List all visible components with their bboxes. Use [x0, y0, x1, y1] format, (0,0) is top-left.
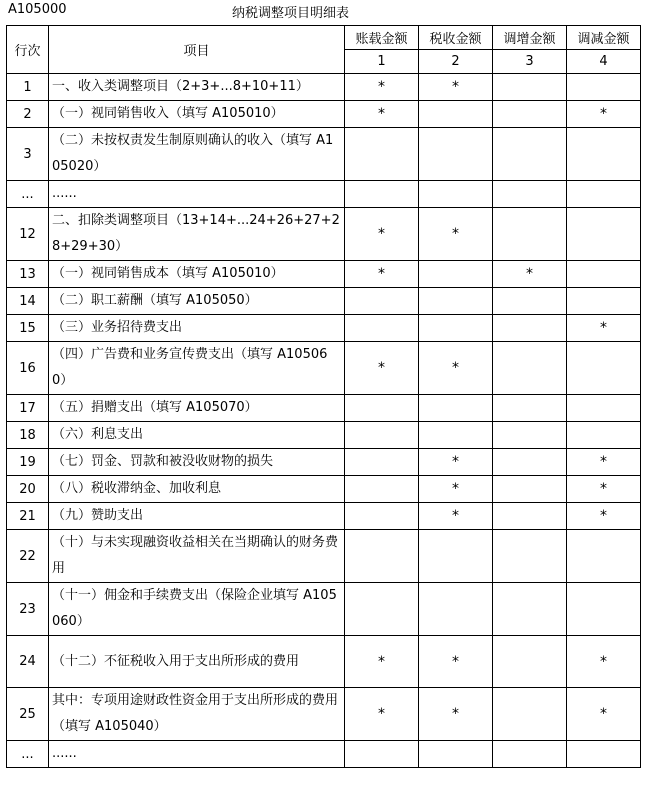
amount-cell-4: *	[567, 636, 641, 688]
row-number: 22	[7, 530, 49, 583]
row-number: 2	[7, 101, 49, 128]
amount-cell-2	[419, 315, 493, 342]
row-number: 3	[7, 128, 49, 181]
amount-cell-4: *	[567, 315, 641, 342]
amount-cell-2	[419, 101, 493, 128]
amount-cell-4	[567, 288, 641, 315]
form-title: 纳税调整项目明细表	[232, 6, 350, 21]
amount-cell-4	[567, 208, 641, 261]
amount-cell-4: *	[567, 503, 641, 530]
amount-cell-1: *	[345, 636, 419, 688]
form-header	[0, 0, 646, 22]
table-row	[7, 688, 641, 741]
amount-cell-2: *	[419, 208, 493, 261]
row-number: 12	[7, 208, 49, 261]
table-row	[7, 315, 641, 342]
row-item: ......	[49, 181, 345, 208]
amount-cell-3	[493, 395, 567, 422]
amount-cell-3	[493, 741, 567, 768]
row-number: 21	[7, 503, 49, 530]
amount-cell-3	[493, 688, 567, 741]
amount-cell-1: *	[345, 342, 419, 395]
amount-cell-4	[567, 422, 641, 449]
amount-cell-1	[345, 476, 419, 503]
amount-cell-2: *	[419, 688, 493, 741]
row-item: （四）广告费和业务宣传费支出（填写 A105060）	[49, 342, 345, 395]
amount-cell-1	[345, 395, 419, 422]
amount-cell-2: *	[419, 503, 493, 530]
table-row	[7, 342, 641, 395]
row-item: （十二）不征税收入用于支出所形成的费用	[49, 636, 345, 688]
amount-cell-3	[493, 342, 567, 395]
amount-cell-2	[419, 288, 493, 315]
amount-cell-3	[493, 530, 567, 583]
row-item: 一、收入类调整项目（2+3+...8+10+11）	[49, 74, 345, 101]
amount-cell-4: *	[567, 688, 641, 741]
header-item: 项目	[49, 26, 345, 74]
header-amount-label: 调减金额	[567, 26, 641, 50]
row-item: （二）职工薪酬（填写 A105050）	[49, 288, 345, 315]
tax-adjustment-table	[6, 25, 641, 768]
amount-cell-3	[493, 583, 567, 636]
amount-cell-1: *	[345, 74, 419, 101]
row-number: 19	[7, 449, 49, 476]
amount-cell-2	[419, 181, 493, 208]
table-row	[7, 476, 641, 503]
amount-cell-2: *	[419, 476, 493, 503]
row-number: 17	[7, 395, 49, 422]
table-row	[7, 74, 641, 101]
amount-cell-1: *	[345, 208, 419, 261]
row-item: （九）赞助支出	[49, 503, 345, 530]
table-row	[7, 530, 641, 583]
amount-cell-4	[567, 128, 641, 181]
row-number: ...	[7, 741, 49, 768]
amount-cell-2	[419, 530, 493, 583]
amount-cell-4	[567, 261, 641, 288]
amount-cell-1: *	[345, 688, 419, 741]
table-row	[7, 503, 641, 530]
amount-cell-2	[419, 261, 493, 288]
amount-cell-3	[493, 74, 567, 101]
table-row	[7, 449, 641, 476]
table-body	[7, 74, 641, 768]
row-number: 25	[7, 688, 49, 741]
amount-cell-2: *	[419, 636, 493, 688]
header-amount-num: 4	[567, 50, 641, 74]
row-item: （八）税收滞纳金、加收利息	[49, 476, 345, 503]
header-amount-num: 2	[419, 50, 493, 74]
row-number: 24	[7, 636, 49, 688]
amount-cell-2: *	[419, 74, 493, 101]
amount-cell-1	[345, 449, 419, 476]
header-row-labels	[7, 26, 641, 50]
row-number: ...	[7, 181, 49, 208]
header-amount-num: 3	[493, 50, 567, 74]
table-row	[7, 128, 641, 181]
row-number: 18	[7, 422, 49, 449]
table-row	[7, 261, 641, 288]
header-row-no: 行次	[7, 26, 49, 74]
row-item: （一）视同销售收入（填写 A105010）	[49, 101, 345, 128]
row-number: 1	[7, 74, 49, 101]
amount-cell-2	[419, 422, 493, 449]
table-row	[7, 422, 641, 449]
amount-cell-4	[567, 74, 641, 101]
amount-cell-4	[567, 741, 641, 768]
amount-cell-4: *	[567, 449, 641, 476]
row-number: 16	[7, 342, 49, 395]
table-row	[7, 181, 641, 208]
amount-cell-1: *	[345, 261, 419, 288]
amount-cell-1	[345, 422, 419, 449]
amount-cell-3	[493, 503, 567, 530]
row-item: 其中：专项用途财政性资金用于支出所形成的费用（填写 A105040）	[49, 688, 345, 741]
amount-cell-2: *	[419, 342, 493, 395]
header-amount-label: 调增金额	[493, 26, 567, 50]
amount-cell-2	[419, 128, 493, 181]
row-item: （六）利息支出	[49, 422, 345, 449]
row-item: （二）未按权责发生制原则确认的收入（填写 A105020）	[49, 128, 345, 181]
table-row	[7, 395, 641, 422]
row-number: 20	[7, 476, 49, 503]
amount-cell-3	[493, 636, 567, 688]
amount-cell-1	[345, 288, 419, 315]
row-item: 二、扣除类调整项目（13+14+...24+26+27+28+29+30）	[49, 208, 345, 261]
amount-cell-2	[419, 395, 493, 422]
amount-cell-1: *	[345, 101, 419, 128]
amount-cell-3	[493, 288, 567, 315]
amount-cell-4	[567, 395, 641, 422]
amount-cell-2	[419, 741, 493, 768]
row-item: （一）视同销售成本（填写 A105010）	[49, 261, 345, 288]
row-number: 15	[7, 315, 49, 342]
amount-cell-3	[493, 449, 567, 476]
table-row	[7, 741, 641, 768]
row-item: （五）捐赠支出（填写 A105070）	[49, 395, 345, 422]
amount-cell-3	[493, 208, 567, 261]
header-amount-label: 税收金额	[419, 26, 493, 50]
amount-cell-4	[567, 583, 641, 636]
amount-cell-4	[567, 530, 641, 583]
row-item: （十）与未实现融资收益相关在当期确认的财务费用	[49, 530, 345, 583]
amount-cell-3	[493, 476, 567, 503]
amount-cell-2	[419, 583, 493, 636]
row-item: （七）罚金、罚款和被没收财物的损失	[49, 449, 345, 476]
amount-cell-1	[345, 741, 419, 768]
table-row	[7, 636, 641, 688]
amount-cell-1	[345, 128, 419, 181]
amount-cell-4	[567, 181, 641, 208]
amount-cell-3	[493, 128, 567, 181]
row-number: 13	[7, 261, 49, 288]
row-item: （十一）佣金和手续费支出（保险企业填写 A105060）	[49, 583, 345, 636]
amount-cell-1	[345, 503, 419, 530]
amount-cell-2: *	[419, 449, 493, 476]
amount-cell-1	[345, 181, 419, 208]
amount-cell-3	[493, 181, 567, 208]
amount-cell-1	[345, 315, 419, 342]
row-number: 23	[7, 583, 49, 636]
header-amount-label: 账载金额	[345, 26, 419, 50]
table-row	[7, 101, 641, 128]
form-code: A105000	[8, 2, 67, 17]
amount-cell-4: *	[567, 101, 641, 128]
row-item: ......	[49, 741, 345, 768]
amount-cell-3	[493, 315, 567, 342]
amount-cell-1	[345, 530, 419, 583]
amount-cell-3: *	[493, 261, 567, 288]
amount-cell-4: *	[567, 476, 641, 503]
table-row	[7, 288, 641, 315]
amount-cell-3	[493, 101, 567, 128]
table-row	[7, 208, 641, 261]
amount-cell-3	[493, 422, 567, 449]
amount-cell-4	[567, 342, 641, 395]
row-number: 14	[7, 288, 49, 315]
amount-cell-1	[345, 583, 419, 636]
row-item: （三）业务招待费支出	[49, 315, 345, 342]
table-row	[7, 583, 641, 636]
header-amount-num: 1	[345, 50, 419, 74]
